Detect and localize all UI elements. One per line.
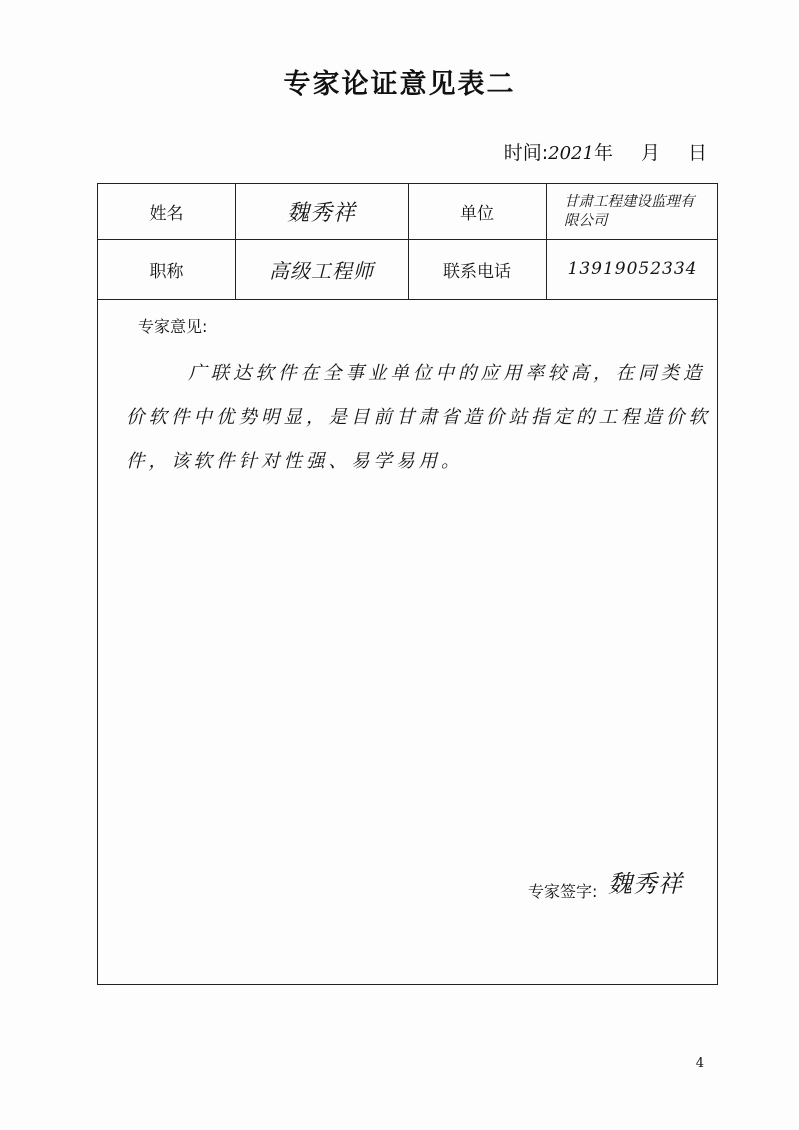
opinion-form-table — [97, 183, 718, 985]
form-title: 专家论证意见表二 — [283, 69, 516, 100]
date-year-unit: 年 — [593, 142, 613, 164]
signature-handwritten: 魏秀祥 — [608, 870, 683, 898]
row-divider — [98, 299, 717, 300]
date-line — [504, 138, 707, 165]
date-month-unit: 月 — [640, 142, 660, 164]
title-value: 高级工程师 — [269, 258, 374, 283]
phone-label: 联系电话 — [443, 261, 511, 282]
date-year-handwritten: 2021 — [548, 143, 594, 164]
unit-label: 单位 — [460, 204, 494, 224]
name-label: 姓名 — [149, 204, 184, 224]
opinion-label: 专家意见: — [138, 317, 208, 336]
opinion-text: 广联达软件在全事业单位中的应用率较高，在同类造价软件中优势明显，是目前甘肃省造价站指定的工程造价软件，该软件针对性强、易学易用。 — [126, 363, 712, 472]
date-label: 时间: — [503, 142, 549, 164]
unit-value: 甘肃工程建设监理有限公司 — [564, 193, 695, 229]
signature-label: 专家签字: — [528, 882, 598, 901]
date-day-unit: 日 — [687, 142, 707, 164]
page-number: 4 — [695, 1056, 704, 1071]
title-label: 职称 — [149, 261, 184, 282]
name-value: 魏秀祥 — [286, 201, 356, 226]
phone-value: 13919052334 — [567, 259, 698, 279]
